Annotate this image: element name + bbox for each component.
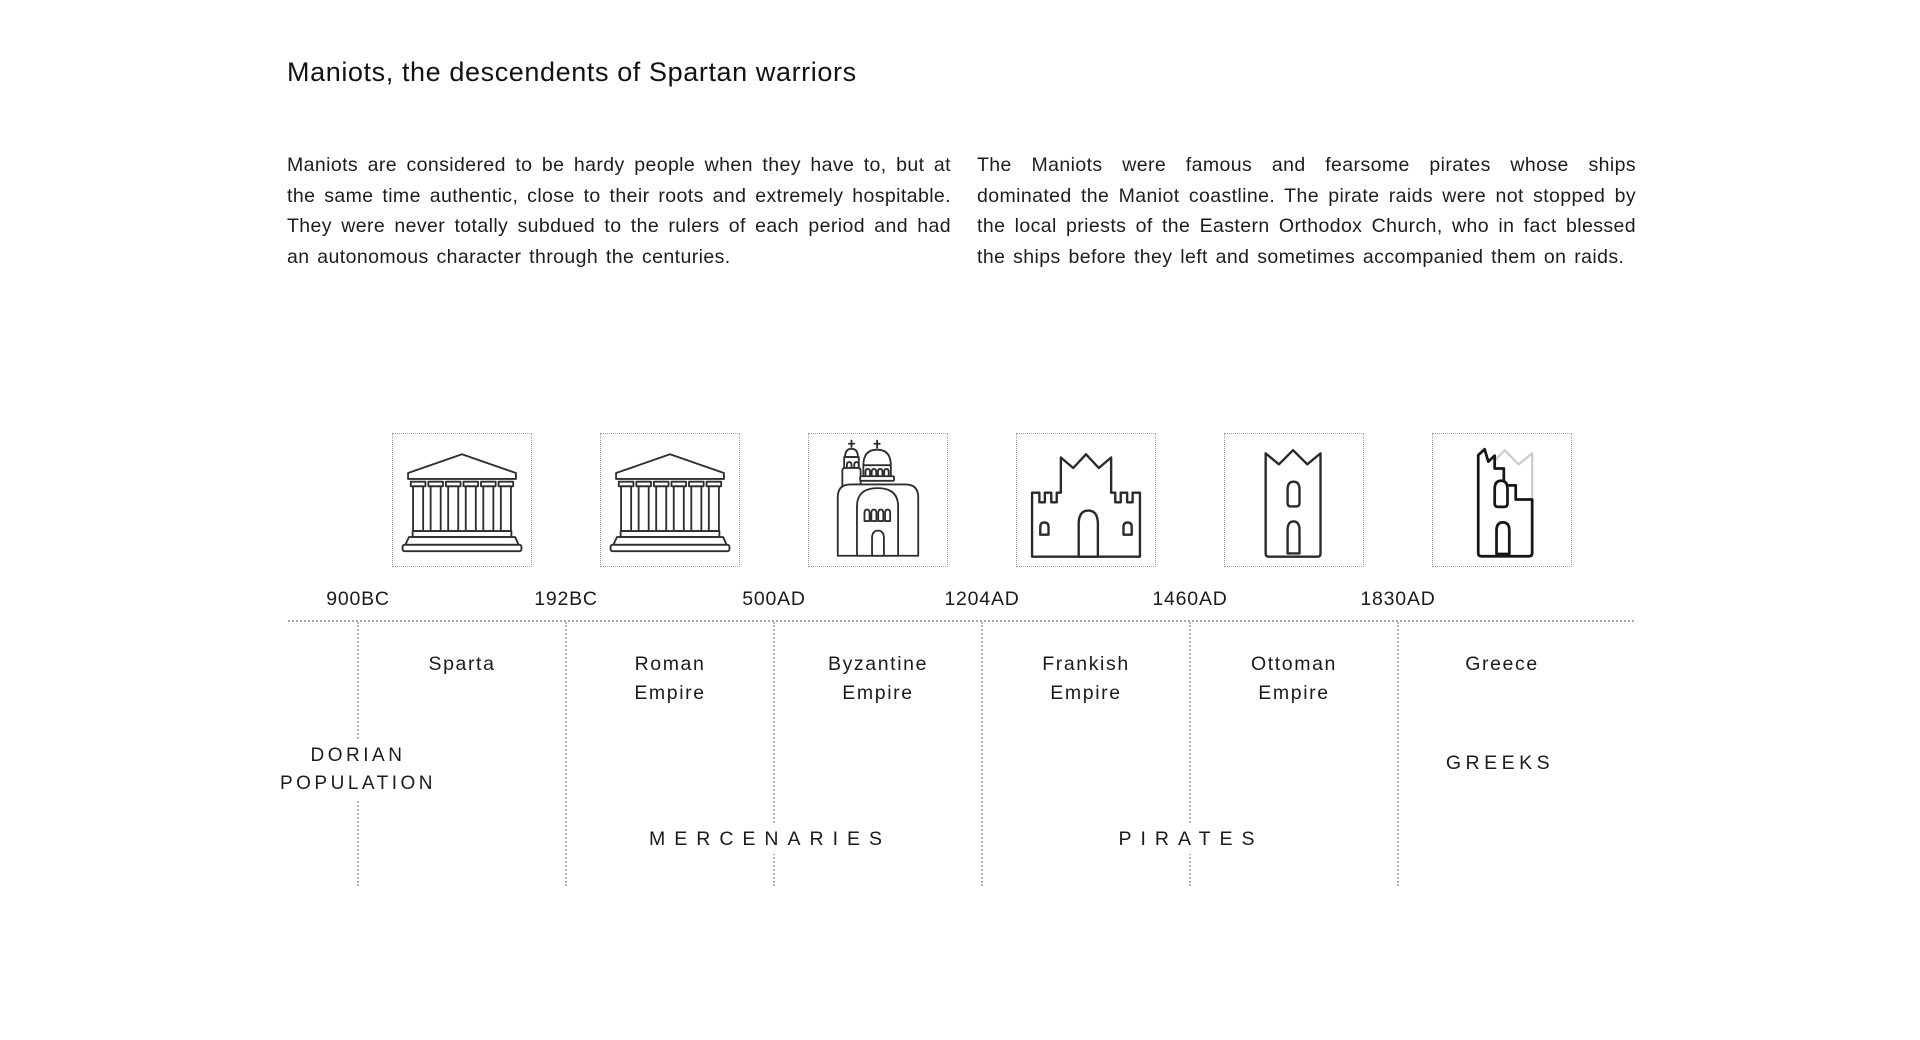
period-label-byzantine-empire bbox=[828, 650, 928, 708]
period-line: Empire bbox=[1050, 682, 1122, 704]
timeline-divider-192bc bbox=[565, 622, 567, 886]
period-label-frankish-empire bbox=[1042, 650, 1130, 708]
intro-paragraph-right: The Maniots were famous and fearsome pirates whose ships dominated the Maniot coastline. The pirate raids were not stopped by the local priests of the Eastern Orthodox Church, who in fact blessed the ships before they left and sometimes accompanied them on raids. bbox=[977, 154, 1636, 268]
icon-box-ottoman bbox=[1224, 433, 1364, 567]
timeline-date-1204ad: 1204AD bbox=[944, 588, 1020, 610]
period-line: Frankish bbox=[1042, 653, 1130, 675]
greek-temple-icon bbox=[396, 436, 528, 564]
era-line: DORIAN bbox=[310, 745, 406, 766]
timeline-axis-line bbox=[288, 620, 1634, 622]
intro-paragraph-left: Maniots are considered to be hardy people when they have to, but at the same time authentic, close to their roots and extremely hospitable. They were never totally subdued to the rulers of each period and had an autonomous character through the centuries. bbox=[287, 154, 951, 268]
era-label-pirates: PIRATES bbox=[1107, 825, 1276, 854]
timeline-divider-1204ad bbox=[981, 622, 983, 886]
timeline-date-1830ad: 1830AD bbox=[1360, 588, 1436, 610]
period-line: Sparta bbox=[428, 653, 496, 675]
period-line: Empire bbox=[842, 682, 914, 704]
period-line: Empire bbox=[1258, 682, 1330, 704]
timeline-date-500ad: 500AD bbox=[742, 588, 806, 610]
timeline-divider-1830ad bbox=[1397, 622, 1399, 886]
page-title: Maniots, the descendents of Spartan warriors bbox=[287, 57, 857, 87]
period-label-ottoman-empire bbox=[1251, 650, 1337, 708]
icon-box-frankish bbox=[1016, 433, 1156, 567]
period-label-roman-empire bbox=[634, 650, 705, 708]
icon-box-byzantine bbox=[808, 433, 948, 567]
period-line: Ottoman bbox=[1251, 653, 1337, 675]
timeline-date-192bc: 192BC bbox=[534, 588, 598, 610]
icon-box-greece bbox=[1432, 433, 1572, 567]
period-label-greece bbox=[1465, 650, 1539, 679]
byzantine-church-icon bbox=[812, 436, 944, 564]
icon-box-sparta bbox=[392, 433, 532, 567]
icon-box-roman bbox=[600, 433, 740, 567]
ruined-tower-icon bbox=[1436, 436, 1568, 564]
period-line: Byzantine bbox=[827, 653, 929, 675]
era-label-dorian-population bbox=[272, 740, 444, 799]
greek-temple-icon bbox=[604, 436, 736, 564]
timeline-date-900bc: 900BC bbox=[326, 588, 390, 610]
era-label-greeks: GREEKS bbox=[1445, 752, 1555, 774]
period-line: Roman bbox=[634, 653, 706, 675]
period-label-sparta bbox=[428, 650, 495, 679]
period-line: Empire bbox=[634, 682, 706, 704]
timeline-date-1460ad: 1460AD bbox=[1152, 588, 1228, 610]
frankish-castle-icon bbox=[1020, 436, 1152, 564]
era-line: POPULATION bbox=[279, 772, 437, 794]
ottoman-tower-icon bbox=[1228, 436, 1360, 564]
era-label-mercenaries: MERCENARIES bbox=[637, 825, 903, 854]
period-line: Greece bbox=[1465, 653, 1539, 675]
